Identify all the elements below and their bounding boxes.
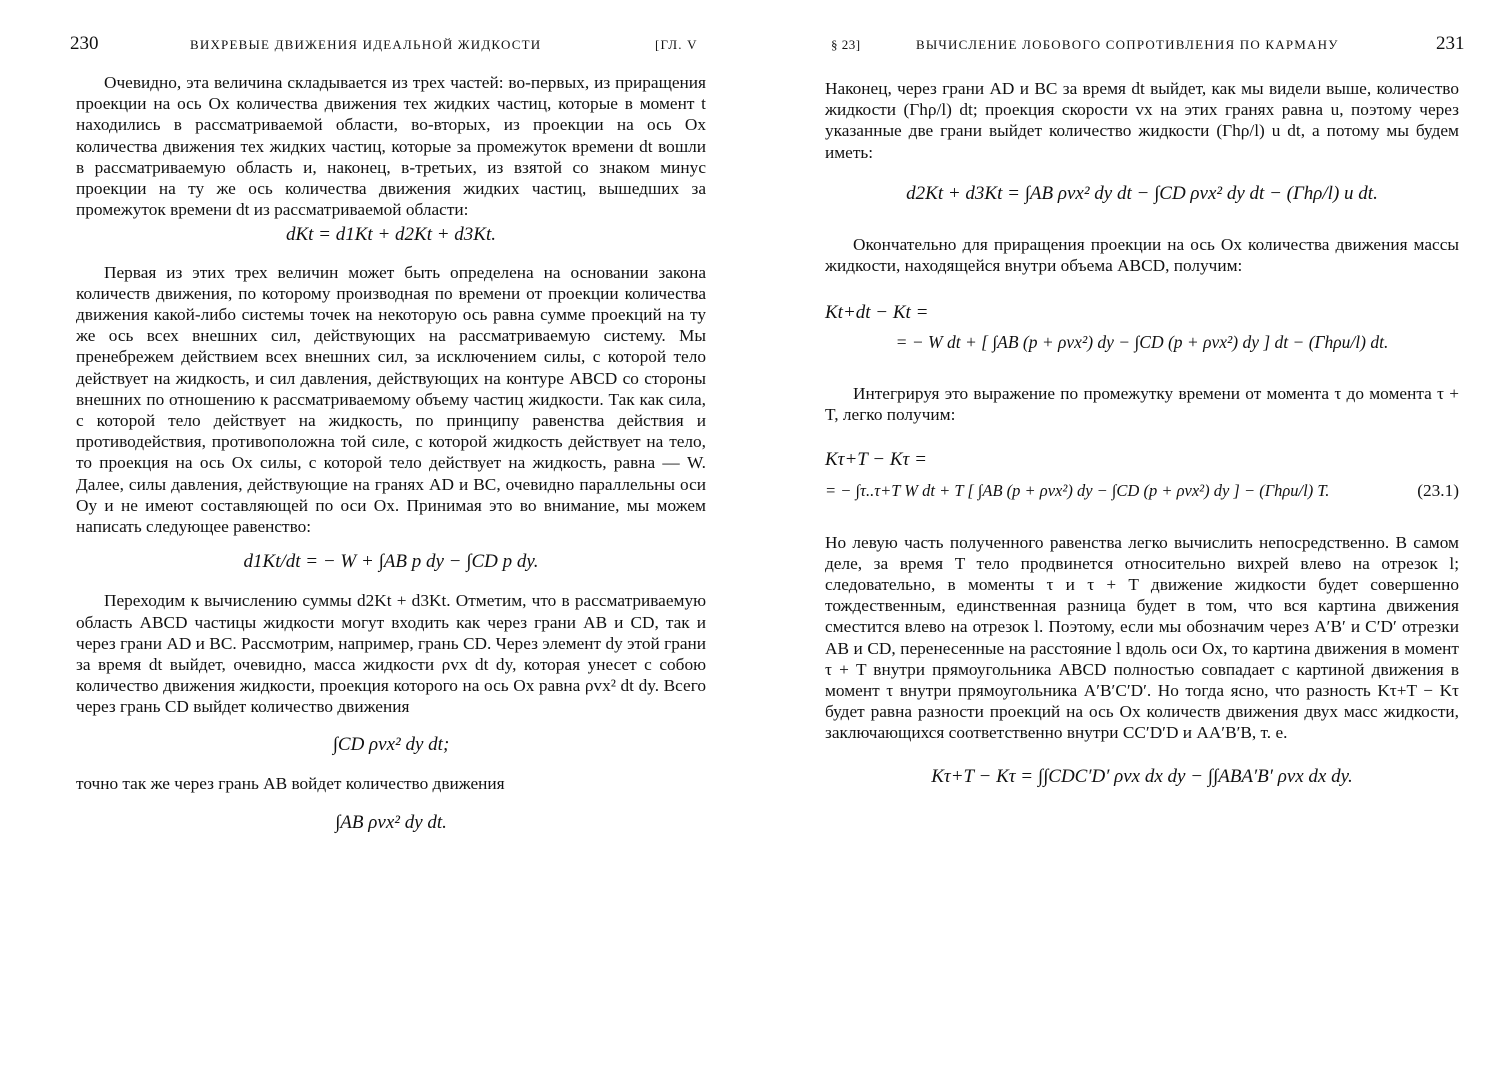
right-page-number: 231 — [1436, 33, 1465, 54]
right-paragraph-1: Наконец, через грани AD и BC за время dt выйдет, как мы видели выше, количество жидкости (Γhρ/l) dt; проекция скорости vx на этих гранях равна u, поэтому через указанные две грани выйдет количество жидкости (Γhρ/l) u dt, а потому мы будем иметь: — [825, 79, 1459, 162]
left-paragraph-2: Первая из этих трех величин может быть определена на основании закона количеств движения, по которому производная по времени от проекции количества движения какой-либо системы точек на некоторую ось равна сумме проекций на ту же ось всех внешних сил, действующих на рассматриваемую систему. Мы пренебрежем действием всех внешних сил, за исключением силы, с которой тело действует на жидкость, и сил давления, действующих на контуре ABCD со стороны внешних по отношению к рассматриваемому объему частиц жидкости. Так как сила, с которой тело действует на жидкость, по принципу равенства действия и противодействия, противоположна той силе, с которой жидкость действует на тело, то проекция на ось Ox силы, с которой тело действует на жидкость, равна — W. Далее, силы давления, действующие на гранях AD и BC, очевидно параллельны оси Oy и не имеют составляющей по оси Ox. Принимая это во внимание, мы можем написать следующее равенство: — [76, 262, 706, 537]
right-paragraph-4: Но левую часть полученного равенства легко вычислить непосредственно. В самом деле, за время T тело продвинется относительно вихрей влево на отрезок l; следовательно, в моменты τ и τ + T движение жидкости будет совершенно тождественным, единственная разница будет в том, что вся картина движения сместится влево на отрезок l. Поэтому, если мы обозначим через A′B′ и C′D′ отрезки AB и CD, перенесенные на расстояние l вдоль оси Ox, то картина движения в момент τ + T внутри прямоугольника ABCD полностью совпадает с картиной движения в момент τ внутри прямоугольника A′B′C′D′. Но тогда ясно, что разность Kτ+T − Kτ будет равна разности проекций на ось Ox количеств движения двух масс жидкости, заключающихся соответственно внутри CC′D′D и AA′B′B, т. е. — [825, 532, 1459, 743]
right-formula-4: Kτ+T − Kτ = ∫∫CDC′D′ ρvx dx dy − ∫∫ABA′B′ ρvx dx dy. — [931, 765, 1353, 787]
left-formula-1: dKt = d1Kt + d2Kt + d3Kt. — [285, 224, 497, 246]
left-paragraph-3: Переходим к вычислению суммы d2Kt + d3Kt. Отметим, что в рассматриваемую область ABCD частицы жидкости могут входить как через грани AB и CD, так и через грани AD и BC. Рассмотрим, например, грань CD. Через элемент dy этой грани за время dt выйдет, очевидно, масса жидкости ρvx dt dy, которая унесет с собою количество движения жидкости, проекция которого на ось Ox равна ρvx² dt dy. Всего через грань CD выйдет количество движения — [76, 591, 706, 717]
right-text-column — [825, 78, 1459, 787]
left-chapter-ref: [ГЛ. V — [655, 37, 698, 52]
left-formula-4: ∫AB ρvx² dy dt. — [335, 812, 447, 834]
right-formula-2b: = − W dt + [ ∫AB (p + ρvx²) dy − ∫CD (p + ρvx²) dy ] dt − (Γhρu/l) dt. — [895, 331, 1389, 352]
left-formula-2: d1Kt/dt = − W + ∫AB p dy − ∫CD p dy. — [243, 551, 539, 573]
left-page — [0, 0, 751, 1068]
right-formula-2a: Kt+dt − Kt = — [825, 302, 929, 324]
right-paragraph-2: Окончательно для приращения проекции на ось Ox количества движения массы жидкости, находящейся внутри объема ABCD, получим: — [825, 235, 1459, 276]
right-formula-3b-row — [825, 480, 1459, 501]
left-running-title: ВИХРЕВЫЕ ДВИЖЕНИЯ ИДЕАЛЬНОЙ ЖИДКОСТИ — [190, 37, 542, 52]
right-page — [751, 0, 1503, 1068]
right-paragraph-3: Интегрируя это выражение по промежутку времени от момента τ до момента τ + T, легко получим: — [825, 383, 1459, 425]
left-paragraph-1: Очевидно, эта величина складывается из трех частей: во-первых, из приращения проекции на ось Ox количества движения тех жидких частиц, которые в момент t находились в рассматриваемой области, во-вторых, из проекции на ось Ox количества движения тех жидких частиц, которые за промежуток времени dt вошли в рассматриваемую область и, наконец, в-третьих, из взятой со знаком минус проекции на ту же ось количества движения жидких частиц, вышедших за промежуток времени dt из рассматриваемой области: — [76, 73, 706, 220]
right-equation-number: (23.1) — [1417, 481, 1459, 501]
right-running-title: ВЫЧИСЛЕНИЕ ЛОБОВОГО СОПРОТИВЛЕНИЯ ПО КАРМАНУ — [916, 37, 1339, 52]
left-page-number: 230 — [70, 33, 99, 54]
right-formula-1: d2Kt + d3Kt = ∫AB ρvx² dy dt − ∫CD ρvx² dy dt − (Γhρ/l) u dt. — [906, 182, 1378, 204]
left-paragraph-4: точно так же через грань AB войдет количество движения — [76, 773, 505, 793]
left-text-column — [76, 72, 706, 833]
right-formula-3a: Kτ+T − Kτ = — [825, 449, 927, 471]
left-formula-3: ∫CD ρvx² dy dt; — [332, 733, 450, 755]
right-section-ref: § 23] — [831, 37, 861, 52]
right-formula-3b: = − ∫τ..τ+T W dt + T [ ∫AB (p + ρvx²) dy − ∫CD (p + ρvx²) dy ] − (Γhρu/l) T. — [825, 481, 1330, 501]
